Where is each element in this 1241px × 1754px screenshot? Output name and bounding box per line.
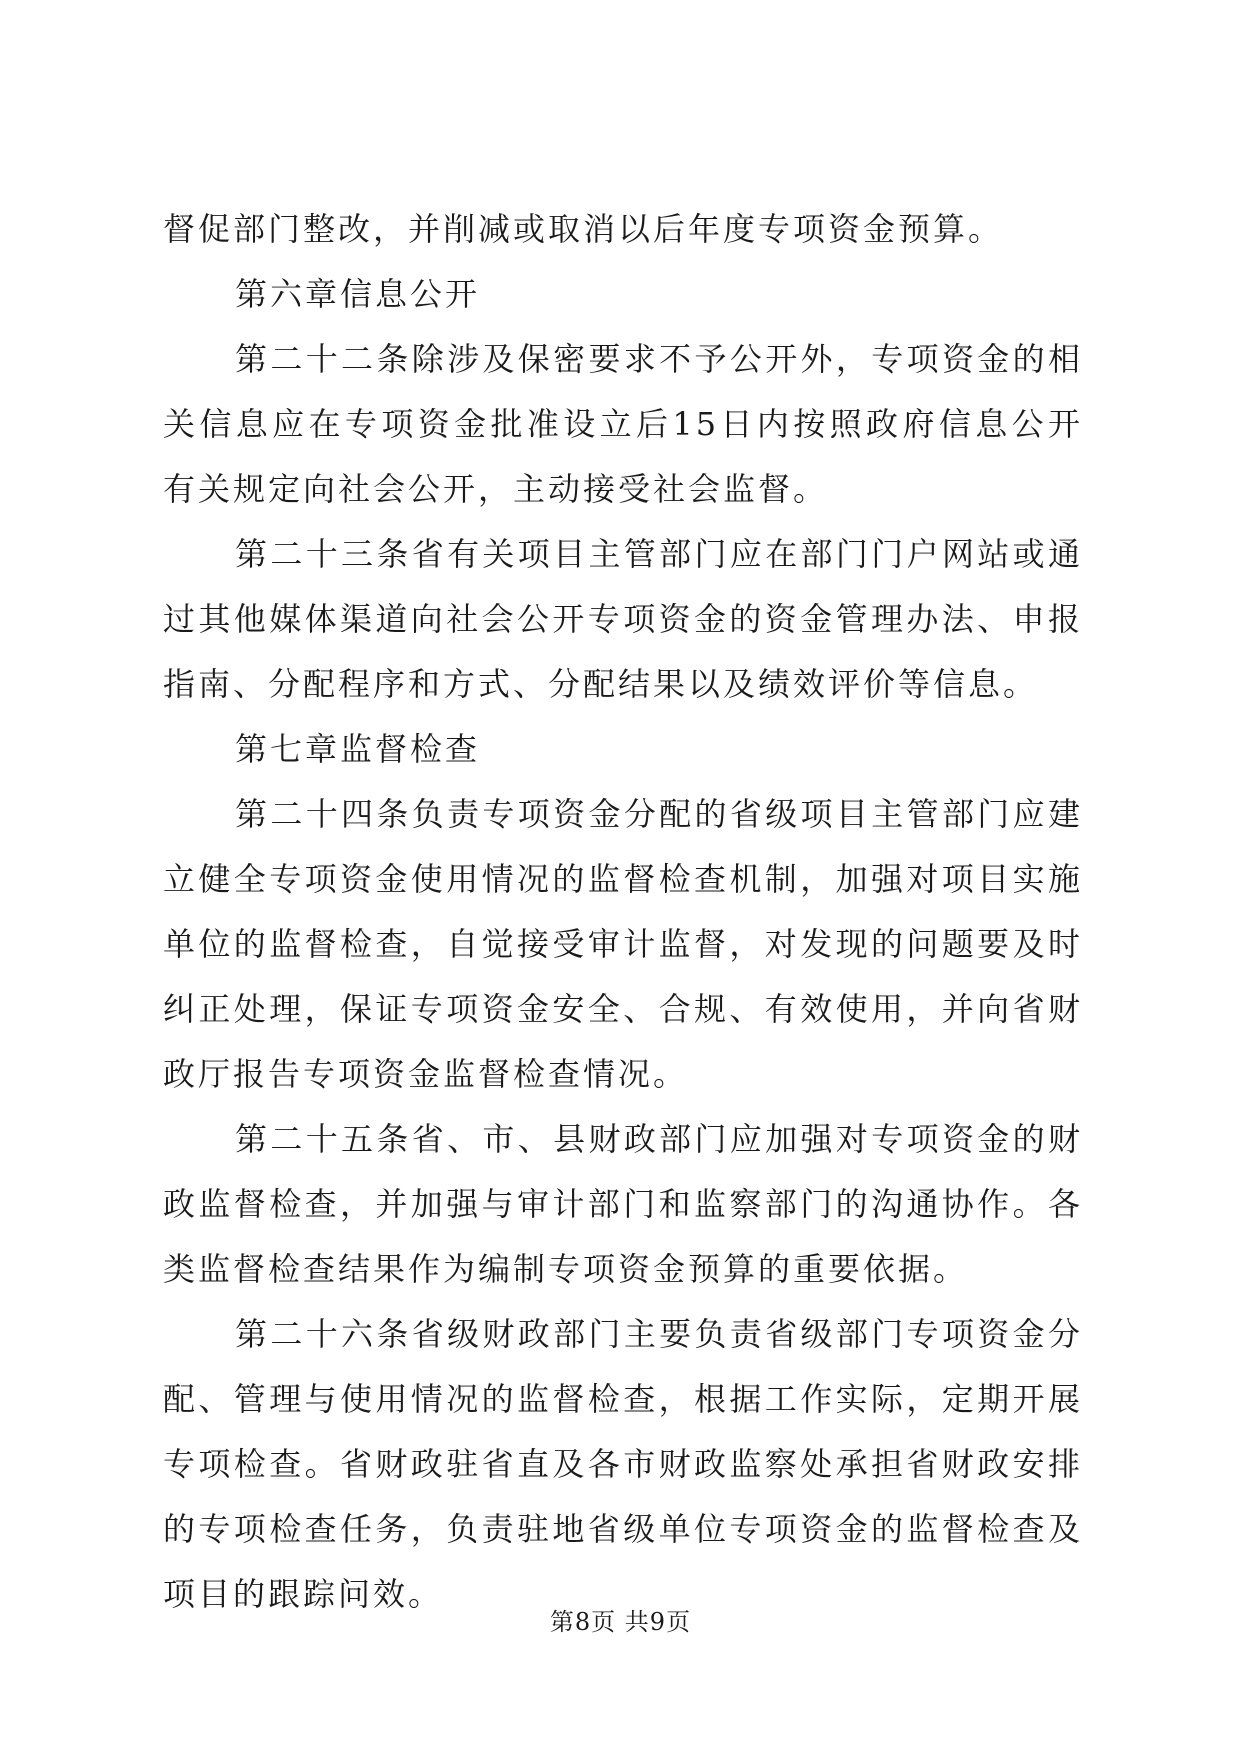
article-25-paragraph: 第二十五条省、市、县财政部门应加强对专项资金的财政监督检查，并加强与审计部门和监察部门的沟通协作。各类监督检查结果作为编制专项资金预算的重要依据。	[163, 1120, 1083, 1288]
article-23-paragraph: 第二十三条省有关项目主管部门应在部门门户网站或通过其他媒体渠道向社会公开专项资金的资金管理办法、申报指南、分配程序和方式、分配结果以及绩效评价等信息。	[163, 535, 1083, 703]
chapter-heading-six: 第六章信息公开	[235, 275, 481, 313]
article-26-paragraph: 第二十六条省级财政部门主要负责省级部门专项资金分配、管理与使用情况的监督检查，根据工作实际，定期开展专项检查。省财政驻省直及各市财政监察处承担省财政安排的专项检查任务，负责驻地省级单位专项资金的监督检查及项目的跟踪问效。	[163, 1315, 1083, 1613]
article-22-paragraph: 第二十二条除涉及保密要求不予公开外，专项资金的相关信息应在专项资金批准设立后15日内按照政府信息公开有关规定向社会公开，主动接受社会监督。	[163, 340, 1083, 508]
article-24-paragraph: 第二十四条负责专项资金分配的省级项目主管部门应建立健全专项资金使用情况的监督检查机制，加强对项目实施单位的监督检查，自觉接受审计监督，对发现的问题要及时纠正处理，保证专项资金安全、合规、有效使用，并向省财政厅报告专项资金监督检查情况。	[163, 795, 1083, 1093]
chapter-heading-seven: 第七章监督检查	[235, 730, 481, 768]
page-number-footer: 第8页 共9页	[549, 1608, 692, 1636]
document-body	[163, 197, 1083, 1627]
paragraph-continuation: 督促部门整改，并削减或取消以后年度专项资金预算。	[163, 210, 1004, 248]
